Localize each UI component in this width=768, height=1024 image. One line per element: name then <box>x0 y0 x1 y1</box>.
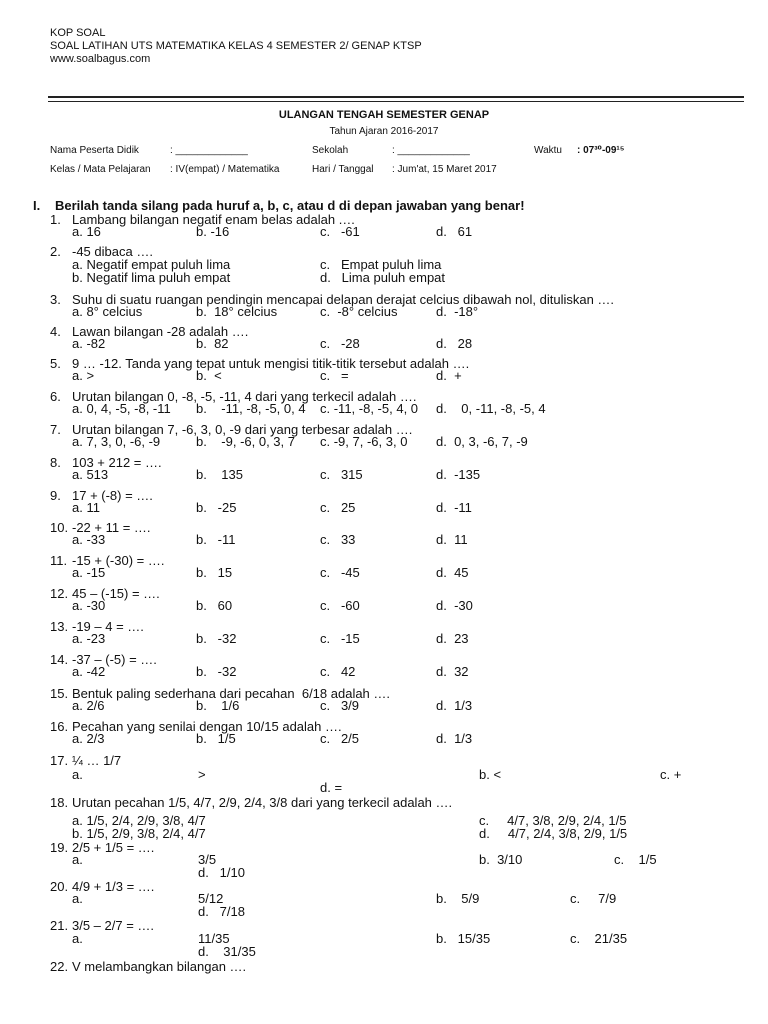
option-d[interactable]: d. = <box>320 780 343 795</box>
option-a-value[interactable]: > <box>198 767 206 782</box>
option-a[interactable]: a. 16 <box>72 224 101 239</box>
option-b[interactable]: b. -9, -6, 0, 3, 7 <box>196 434 295 449</box>
option-c[interactable]: c. -60 <box>320 598 360 613</box>
question-number: 13. <box>50 619 69 634</box>
question-text: Urutan pecahan 1/5, 4/7, 2/9, 2/4, 3/8 dari yang terkecil adalah …. <box>72 795 453 810</box>
nama-label: Nama Peserta Didik <box>50 145 139 156</box>
question-number: 4. <box>50 324 61 339</box>
option-a[interactable]: a. -23 <box>72 631 106 646</box>
option-a[interactable]: a. -15 <box>72 565 106 580</box>
nama-field[interactable]: : _____________ <box>170 145 248 156</box>
option-b[interactable]: b. 1/5, 2/9, 3/8, 2/4, 4/7 <box>72 826 206 841</box>
hari-value: : Jum'at, 15 Maret 2017 <box>392 164 497 175</box>
question-text: Suhu di suatu ruangan pendingin mencapai delapan derajat celcius dibawah nol, dituliskan …. <box>72 292 615 307</box>
question-text: 3/5 – 2/7 = …. <box>72 918 155 933</box>
option-a[interactable]: a. -30 <box>72 598 106 613</box>
option-c[interactable]: c. 21/35 <box>570 931 628 946</box>
option-d[interactable]: d. 1/10 <box>198 865 245 880</box>
option-a[interactable]: a. 7, 3, 0, -6, -9 <box>72 434 161 449</box>
option-b[interactable]: b. 18° celcius <box>196 304 278 319</box>
option-b[interactable]: b. 1/5 <box>196 731 236 746</box>
option-a[interactable]: a. -42 <box>72 664 106 679</box>
kelas-value: : IV(empat) / Matematika <box>170 164 280 175</box>
question-text: 45 – (-15) = …. <box>72 586 160 601</box>
option-a[interactable]: a. <box>72 891 83 906</box>
sekolah-label: Sekolah <box>312 145 349 156</box>
option-b[interactable]: b. -11 <box>196 532 236 547</box>
option-b[interactable]: b. -32 <box>196 631 237 646</box>
option-d[interactable]: d. Lima puluh empat <box>320 270 446 285</box>
option-c[interactable]: c. = <box>320 368 349 383</box>
question-number: 15. <box>50 686 69 701</box>
kop-soal: KOP SOAL <box>50 27 106 39</box>
option-d[interactable]: d. 23 <box>436 631 469 646</box>
option-a[interactable]: a. <box>72 931 83 946</box>
option-b[interactable]: b. 5/9 <box>436 891 480 906</box>
question-number: 19. <box>50 840 69 855</box>
school-year: Tahun Ajaran 2016-2017 <box>329 126 439 137</box>
question-number: 11. <box>50 553 68 568</box>
question-number: 3. <box>50 292 61 307</box>
option-b[interactable]: b. < <box>479 767 502 782</box>
question-text: Pecahan yang senilai dengan 10/15 adalah …. <box>72 719 342 734</box>
option-b[interactable]: b. -32 <box>196 664 237 679</box>
option-d[interactable]: d. 4/7, 2/4, 3/8, 2/9, 1/5 <box>479 826 628 841</box>
option-a[interactable]: a. 0, 4, -5, -8, -11 <box>72 401 171 416</box>
sekolah-field[interactable]: : _____________ <box>392 145 470 156</box>
question-number: 5. <box>50 356 61 371</box>
option-d[interactable]: d. 32 <box>436 664 469 679</box>
option-a-value[interactable]: 5/12 <box>198 891 224 906</box>
option-c[interactable]: c. 2/5 <box>320 731 360 746</box>
option-d[interactable]: d. 7/18 <box>198 904 245 919</box>
question-text: -15 + (-30) = …. <box>72 553 165 568</box>
question-number: 1. <box>50 212 61 227</box>
question-number: 10. <box>50 520 69 535</box>
option-a-value[interactable]: 11/35 <box>198 931 230 946</box>
question-number: 18. <box>50 795 69 810</box>
question-number: 8. <box>50 455 61 470</box>
document-subtitle: SOAL LATIHAN UTS MATEMATIKA KELAS 4 SEMESTER 2/ GENAP KTSP <box>50 40 422 52</box>
question-text: -45 dibaca …. <box>72 244 153 259</box>
option-c[interactable]: c. -8° celcius <box>320 304 398 319</box>
question-text: 17 + (-8) = …. <box>72 488 153 503</box>
question-text: Lawan bilangan -28 adalah …. <box>72 324 249 339</box>
option-a[interactable]: a. 8° celcius <box>72 304 143 319</box>
option-c[interactable]: c. 33 <box>320 532 356 547</box>
option-c[interactable]: c. + <box>660 767 682 782</box>
option-a[interactable]: a. Negatif empat puluh lima <box>72 257 231 272</box>
waktu-value: : 07³⁰-09¹⁵ <box>577 145 625 156</box>
question-text: 103 + 212 = …. <box>72 455 162 470</box>
option-c[interactable]: c. -9, 7, -6, 3, 0 <box>320 434 408 449</box>
option-c[interactable]: c. 25 <box>320 500 356 515</box>
option-d[interactable]: d. 11 <box>436 532 468 547</box>
option-d[interactable]: d. 31/35 <box>198 944 256 959</box>
waktu-label: Waktu <box>534 145 562 156</box>
question-text: Bentuk paling sederhana dari pecahan 6/18 adalah …. <box>72 686 391 701</box>
question-number: 14. <box>50 652 69 667</box>
option-a[interactable]: a. > <box>72 368 95 383</box>
option-c[interactable]: c. -45 <box>320 565 360 580</box>
option-b[interactable]: b. 15/35 <box>436 931 491 946</box>
option-a[interactable]: a. 11 <box>72 500 100 515</box>
option-d[interactable]: d. -30 <box>436 598 473 613</box>
option-d[interactable]: d. 45 <box>436 565 469 580</box>
question-text: Urutan bilangan 0, -8, -5, -11, 4 dari yang terkecil adalah …. <box>72 389 417 404</box>
header-rule-thin <box>48 101 744 102</box>
question-text: V melambangkan bilangan …. <box>72 959 247 974</box>
question-text: 9 … -12. Tanda yang tepat untuk mengisi titik-titik tersebut adalah …. <box>72 356 470 371</box>
option-a[interactable]: a. <box>72 852 83 867</box>
option-a-value[interactable]: 3/5 <box>198 852 217 867</box>
question-text: Lambang bilangan negatif enam belas adalah .… <box>72 212 356 227</box>
question-text: -19 – 4 = …. <box>72 619 144 634</box>
question-number: 2. <box>50 244 61 259</box>
option-b[interactable]: b. -11, -8, -5, 0, 4 <box>196 401 306 416</box>
question-text: 4/9 + 1/3 = …. <box>72 879 155 894</box>
option-a[interactable]: a. 2/6 <box>72 698 105 713</box>
option-c[interactable]: c. 315 <box>320 467 363 482</box>
option-b[interactable]: b. Negatif lima puluh empat <box>72 270 231 285</box>
question-text: ¼ … 1/7 <box>72 753 122 768</box>
option-a[interactable]: a. 2/3 <box>72 731 105 746</box>
option-d[interactable]: d. 61 <box>436 224 473 239</box>
option-c[interactable]: c. -28 <box>320 336 360 351</box>
question-text: -22 + 11 = …. <box>72 520 151 535</box>
option-b[interactable]: b. 15 <box>196 565 233 580</box>
question-number: 17. <box>50 753 69 768</box>
option-c[interactable]: c. Empat puluh lima <box>320 257 442 272</box>
hari-label: Hari / Tanggal <box>312 164 374 175</box>
option-c[interactable]: c. 3/9 <box>320 698 360 713</box>
question-text: -37 – (-5) = …. <box>72 652 157 667</box>
website-link[interactable]: www.soalbagus.com <box>50 53 151 65</box>
option-a[interactable]: a. -33 <box>72 532 106 547</box>
question-number: 21. <box>50 918 69 933</box>
option-c[interactable]: c. 42 <box>320 664 356 679</box>
option-c[interactable]: c. -61 <box>320 224 360 239</box>
option-b[interactable]: b. 1/6 <box>196 698 240 713</box>
question-number: 12. <box>50 586 69 601</box>
option-d[interactable]: d. -11 <box>436 500 472 515</box>
option-d[interactable]: d. -135 <box>436 467 481 482</box>
option-b[interactable]: b. 135 <box>196 467 243 482</box>
option-d[interactable]: d. 0, -11, -8, -5, 4 <box>436 401 546 416</box>
section-number: I. <box>33 198 41 213</box>
option-a[interactable]: a. 513 <box>72 467 109 482</box>
option-c[interactable]: c. 7/9 <box>570 891 617 906</box>
option-d[interactable]: d. 0, 3, -6, 7, -9 <box>436 434 528 449</box>
section-instruction: Berilah tanda silang pada huruf a, b, c, atau d di depan jawaban yang benar! <box>55 198 525 213</box>
exam-title: ULANGAN TENGAH SEMESTER GENAP <box>278 109 490 121</box>
option-b[interactable]: b. < <box>196 368 222 383</box>
option-b[interactable]: b. 82 <box>196 336 229 351</box>
option-b[interactable]: b. 60 <box>196 598 233 613</box>
question-number: 7. <box>50 422 61 437</box>
header-rule-thick <box>48 96 744 98</box>
question-number: 22. <box>50 959 69 974</box>
option-d[interactable]: d. + <box>436 368 462 383</box>
option-c[interactable]: c. -15 <box>320 631 360 646</box>
option-d[interactable]: d. 1/3 <box>436 698 473 713</box>
option-b[interactable]: b. 3/10 <box>479 852 523 867</box>
option-a[interactable]: a. -82 <box>72 336 106 351</box>
option-d[interactable]: d. -18° <box>436 304 479 319</box>
option-d[interactable]: d. 1/3 <box>436 731 473 746</box>
option-b[interactable]: b. -16 <box>196 224 230 239</box>
question-text: 2/5 + 1/5 = …. <box>72 840 155 855</box>
question-number: 20. <box>50 879 69 894</box>
option-d[interactable]: d. 28 <box>436 336 473 351</box>
question-number: 16. <box>50 719 69 734</box>
option-c[interactable]: c. -11, -8, -5, 4, 0 <box>320 401 419 416</box>
question-text: Urutan bilangan 7, -6, 3, 0, -9 dari yang terbesar adalah …. <box>72 422 413 437</box>
option-b[interactable]: b. -25 <box>196 500 237 515</box>
question-number: 9. <box>50 488 61 503</box>
option-a[interactable]: a. <box>72 767 83 782</box>
option-c[interactable]: c. 1/5 <box>614 852 657 867</box>
kelas-label: Kelas / Mata Pelajaran <box>50 164 151 175</box>
option-a[interactable]: a. 1/5, 2/4, 2/9, 3/8, 4/7 <box>72 813 206 828</box>
question-number: 6. <box>50 389 61 404</box>
option-c[interactable]: c. 4/7, 3/8, 2/9, 2/4, 1/5 <box>479 813 627 828</box>
